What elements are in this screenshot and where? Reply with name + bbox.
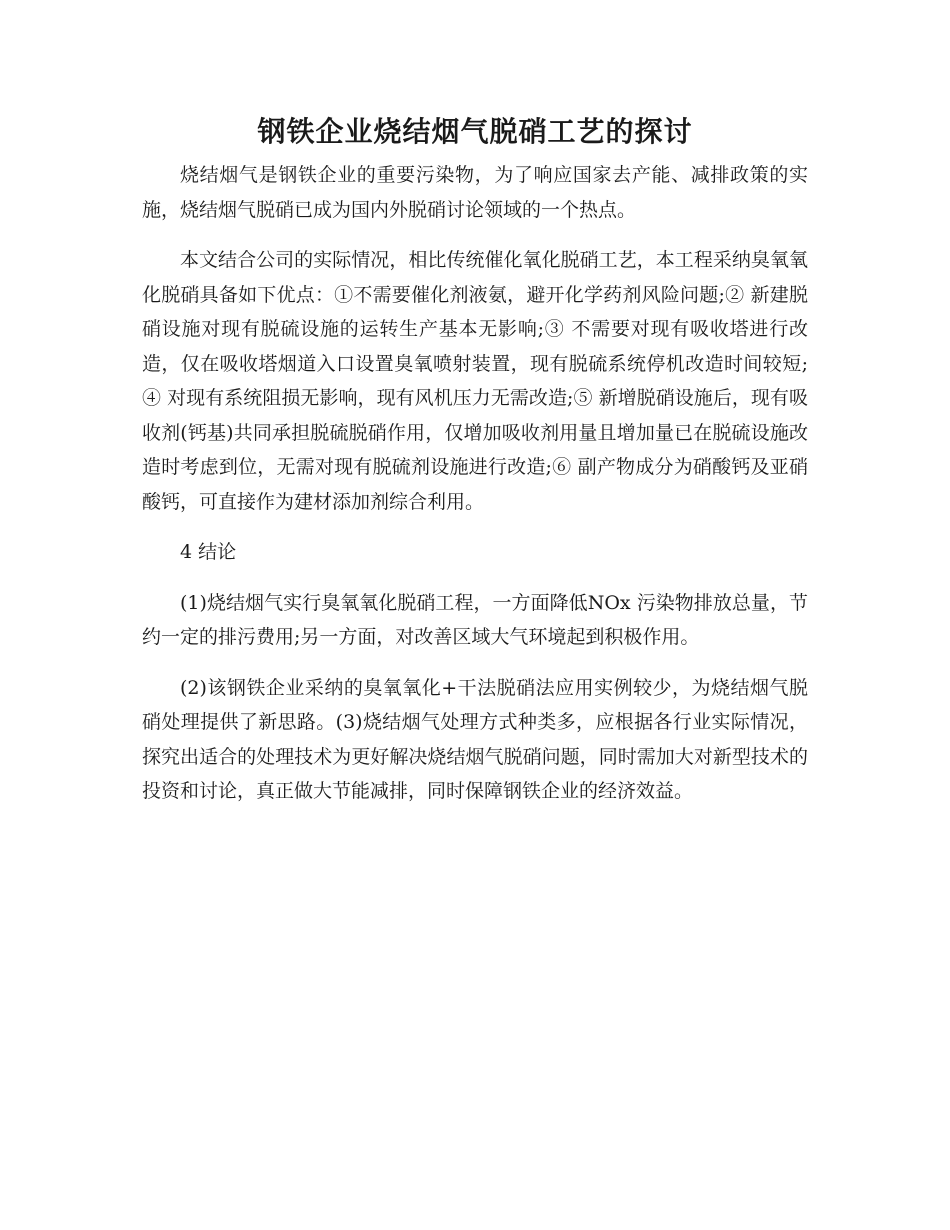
advantages-paragraph: 本文结合公司的实际情况，相比传统催化氧化脱硝工艺，本工程采纳臭氧氧化脱硝具备如下优点：①不需要催化剂液氨，避开化学药剂风险问题;② 新建脱硝设施对现有脱硫设施的运转生产基本无影响;③ 不需要对现有吸收塔进行改造，仅在吸收塔烟道入口设置臭氧喷射装置，现有脱硫系统停机改造时间较短;④ 对现有系统阻损无影响，现有风机压力无需改造;⑤ 新增脱硝设施后，现有吸收剂(钙基)共同承担脱硫脱硝作用，仅增加吸收剂用量且增加量已在脱硫设施改造时考虑到位，无需对现有脱硫剂设施进行改造;⑥ 副产物成分为硝酸钙及亚硝酸钙，可直接作为建材添加剂综合利用。 [142,249,808,513]
document-title: 钢铁企业烧结烟气脱硝工艺的探讨 [257,115,693,148]
conclusion-paragraph-2: (2)该钢铁企业采纳的臭氧氧化+干法脱硝法应用实例较少，为烧结烟气脱硝处理提供了新思路。(3)烧结烟气处理方式种类多，应根据各行业实际情况，探究出适合的处理技术为更好解决烧结烟气脱硝问题，同时需加大对新型技术的投资和讨论，真正做大节能减排，同时保障钢铁企业的经济效益。 [142,676,808,802]
conclusion-paragraph-1: (1)烧结烟气实行臭氧氧化脱硝工程，一方面降低NOx 污染物排放总量，节约一定的排污费用;另一方面，对改善区域大气环境起到积极作用。 [142,591,808,648]
intro-paragraph: 烧结烟气是钢铁企业的重要污染物，为了响应国家去产能、减排政策的实施，烧结烟气脱硝已成为国内外脱硝讨论领域的一个热点。 [142,164,808,221]
section-heading-conclusion: 4 结论 [180,541,237,563]
